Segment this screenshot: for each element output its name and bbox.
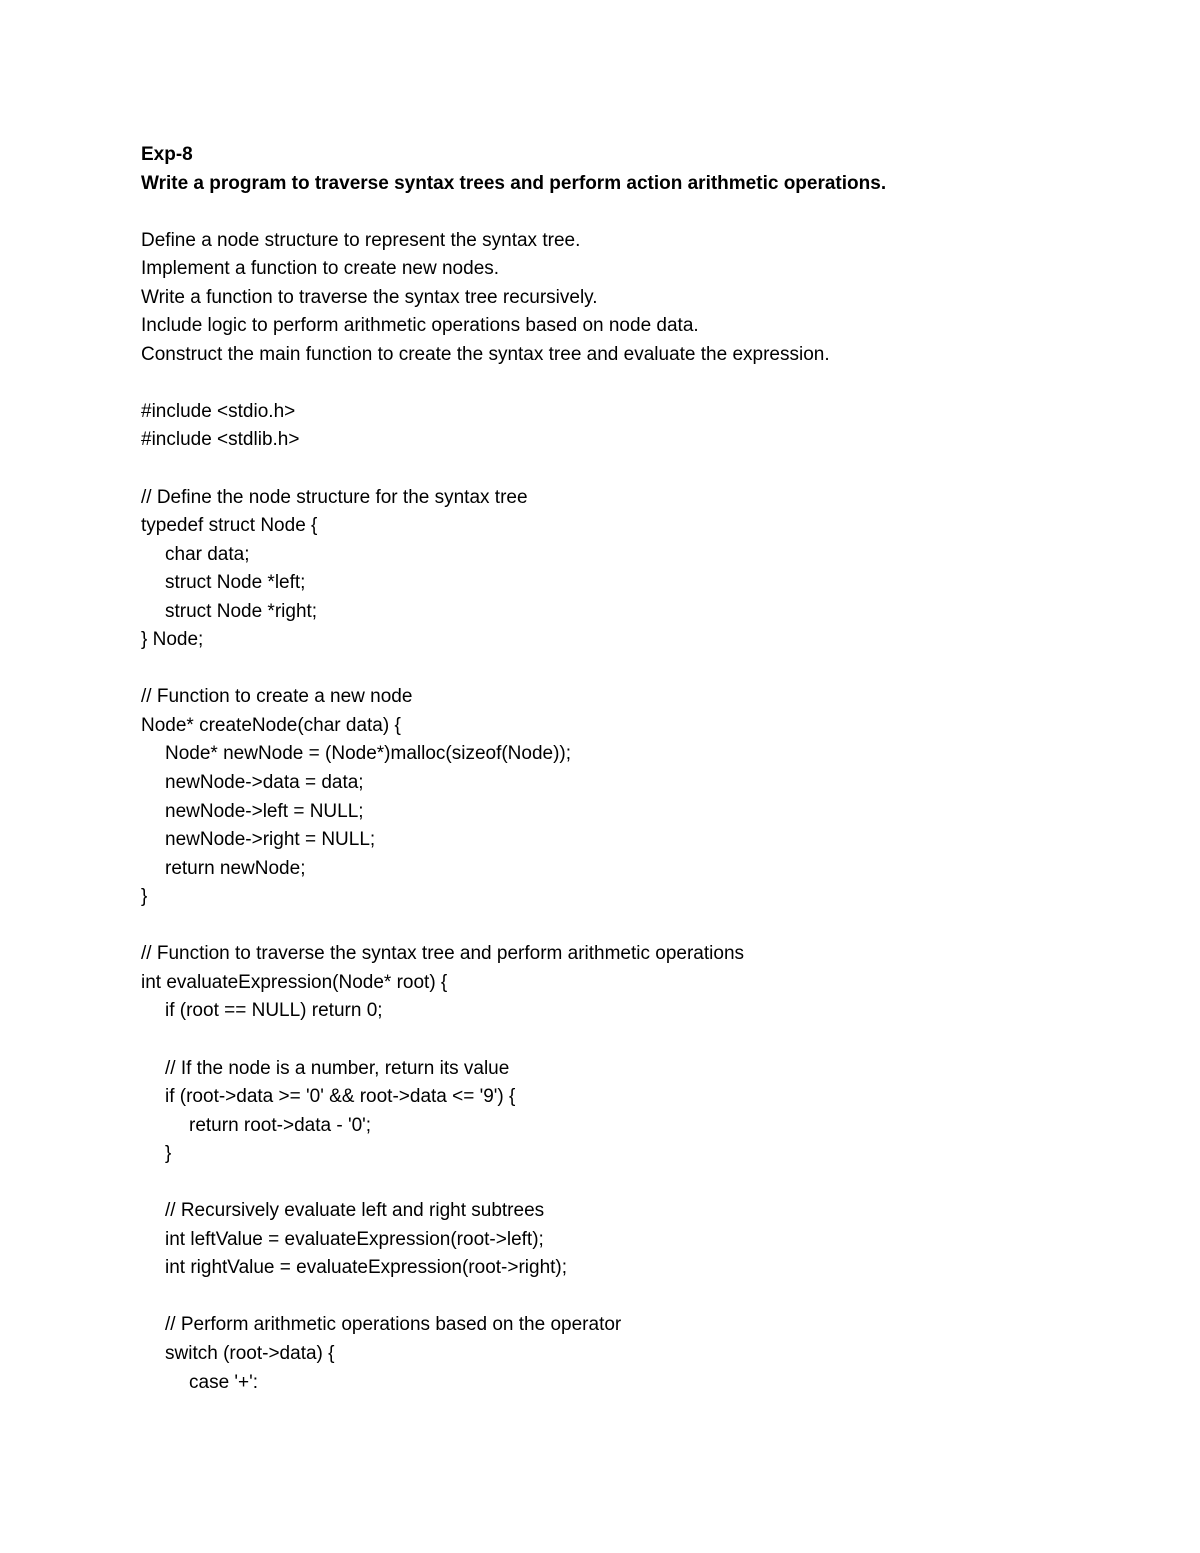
code-line: struct Node *right; [165, 600, 318, 622]
code-line: if (root->data >= '0' && root->data <= '9') { [165, 1086, 516, 1108]
code-line: return newNode; [165, 857, 306, 879]
code-comment: // Define the node structure for the syntax tree [141, 486, 528, 508]
spacer [141, 455, 1141, 484]
code-line: int leftValue = evaluateExpression(root->left); [165, 1228, 544, 1250]
code-line: } [141, 886, 148, 908]
code-line: Node* newNode = (Node*)malloc(sizeof(Node)); [165, 743, 572, 765]
spacer [141, 1283, 1141, 1312]
code-line: Node* createNode(char data) { [141, 714, 401, 736]
document-page [141, 141, 1141, 1397]
experiment-label: Exp-8 [141, 144, 193, 165]
code-line: } Node; [141, 629, 204, 651]
code-comment: // Function to create a new node [141, 686, 413, 708]
step-item: Construct the main function to create the syntax tree and evaluate the expression. [141, 343, 830, 365]
code-line: int evaluateExpression(Node* root) { [141, 971, 448, 993]
spacer [141, 1169, 1141, 1198]
code-line: int rightValue = evaluateExpression(root->right); [165, 1257, 568, 1279]
step-item: Write a function to traverse the syntax tree recursively. [141, 286, 598, 308]
code-line: if (root == NULL) return 0; [165, 1000, 383, 1022]
code-line: newNode->right = NULL; [165, 829, 376, 851]
code-comment: // Recursively evaluate left and right subtrees [165, 1200, 545, 1222]
code-line: newNode->left = NULL; [165, 800, 364, 822]
steps-list [141, 227, 1141, 370]
code-line: typedef struct Node { [141, 515, 318, 537]
code-listing [141, 398, 1141, 1397]
code-line: #include <stdlib.h> [141, 429, 300, 451]
step-item: Implement a function to create new nodes. [141, 258, 500, 280]
spacer [141, 655, 1141, 684]
code-line: struct Node *left; [165, 572, 306, 594]
code-comment: // Perform arithmetic operations based on the operator [165, 1314, 622, 1336]
spacer [141, 912, 1141, 941]
code-line: } [165, 1143, 172, 1165]
spacer [141, 1026, 1141, 1055]
code-line: char data; [165, 543, 250, 565]
spacer [141, 369, 1141, 398]
code-comment: // If the node is a number, return its value [165, 1057, 510, 1079]
code-line: #include <stdio.h> [141, 400, 296, 422]
code-line: return root->data - '0'; [189, 1114, 372, 1136]
code-line: newNode->data = data; [165, 772, 364, 794]
code-line: switch (root->data) { [165, 1342, 335, 1364]
spacer [141, 198, 1141, 227]
experiment-title: Write a program to traverse syntax trees and perform action arithmetic operations. [141, 172, 887, 194]
step-item: Define a node structure to represent the syntax tree. [141, 229, 581, 251]
step-item: Include logic to perform arithmetic operations based on node data. [141, 315, 699, 337]
code-comment: // Function to traverse the syntax tree and perform arithmetic operations [141, 943, 745, 965]
code-line: case '+': [189, 1371, 259, 1393]
